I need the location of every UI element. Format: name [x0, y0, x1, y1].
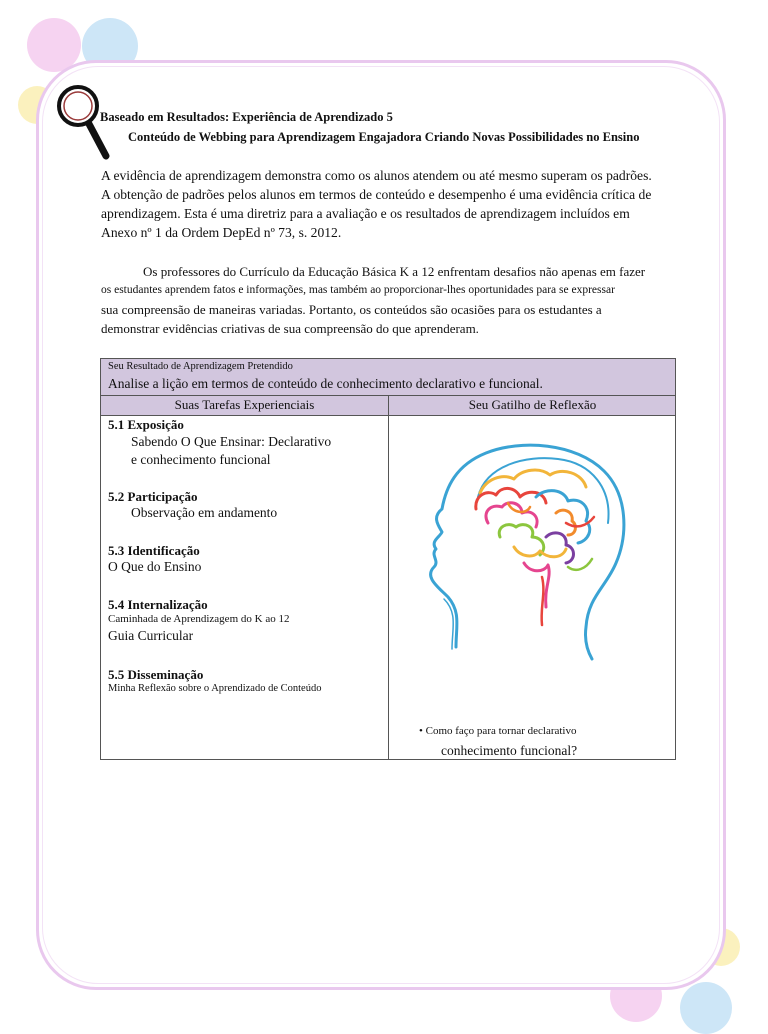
outcome-label: Seu Resultado de Aprendizagem Pretendido — [108, 361, 293, 372]
text-line: demonstrar evidências criativas de sua compreensão do que aprenderam. — [101, 321, 479, 336]
text-line: sua compreensão de maneiras variadas. Portanto, os conteúdos são ocasiões para os estudantes a — [101, 302, 602, 317]
reflection-question-cont: conhecimento funcional? — [441, 743, 578, 758]
text-line: A obtenção de padrões pelos alunos em termos de conteúdo e desempenho é uma evidência crítica de — [101, 187, 652, 202]
task-title: 5.4 Internalização — [108, 597, 208, 612]
task-item — [108, 417, 331, 468]
text-line: A evidência de aprendizagem demonstra como os alunos atendem ou até mesmo superam os padrões. — [101, 168, 652, 183]
task-detail: O Que do Ensino — [108, 559, 202, 574]
task-item — [108, 489, 277, 521]
head-brain-illustration — [416, 437, 641, 667]
task-detail: Observação em andamento — [131, 505, 278, 520]
learning-table — [100, 358, 676, 760]
task-detail: e conhecimento funcional — [131, 452, 271, 467]
task-item — [108, 597, 289, 644]
text-line: os estudantes aprendem fatos e informações, mas também ao proporcionar-lhes oportunidades para se expressar — [101, 284, 615, 296]
outcome-value: Analise a lição em termos de conteúdo de conhecimento declarativo e funcional. — [108, 376, 543, 391]
task-detail: Caminhada de Aprendizagem do K ao 12 — [108, 613, 290, 625]
text-line: Os professores do Currículo da Educação Básica K a 12 enfrentam desafios não apenas em fazer — [143, 264, 646, 279]
task-item — [108, 543, 201, 575]
task-detail: Guia Curricular — [108, 628, 194, 643]
second-paragraph — [101, 262, 721, 338]
decor-circle-blue — [680, 982, 732, 1034]
column-header-tasks: Suas Tarefas Experienciais — [174, 397, 315, 412]
task-detail: Sabendo O Que Ensinar: Declarativo — [131, 434, 332, 449]
bullet-icon: • — [419, 725, 426, 737]
column-divider — [388, 396, 389, 760]
page-subtitle: Conteúdo de Webbing para Aprendizagem Engajadora Criando Novas Possibilidades no Ensino — [128, 130, 640, 144]
intro-paragraph — [101, 166, 721, 242]
reflection-question: Como faço para tornar declarativo — [425, 725, 577, 737]
task-title: 5.2 Participação — [108, 489, 198, 504]
reflection-bullet — [419, 725, 576, 737]
page-title: Baseado em Resultados: Experiência de Aprendizado 5 — [100, 110, 393, 124]
task-detail: Minha Reflexão sobre o Aprendizado de Conteúdo — [108, 683, 322, 694]
task-item — [108, 667, 321, 694]
outcome-row — [101, 359, 675, 396]
task-title: 5.1 Exposição — [108, 417, 184, 432]
text-line: aprendizagem. Esta é uma diretriz para a avaliação e os resultados de aprendizagem incluídos em — [101, 206, 630, 221]
task-title: 5.5 Disseminação — [108, 667, 204, 682]
task-title: 5.3 Identificação — [108, 543, 200, 558]
column-header-reflection: Seu Gatilho de Reflexão — [468, 397, 597, 412]
text-line: Anexo nº 1 da Ordem DepEd nº 73, s. 2012. — [101, 225, 342, 240]
